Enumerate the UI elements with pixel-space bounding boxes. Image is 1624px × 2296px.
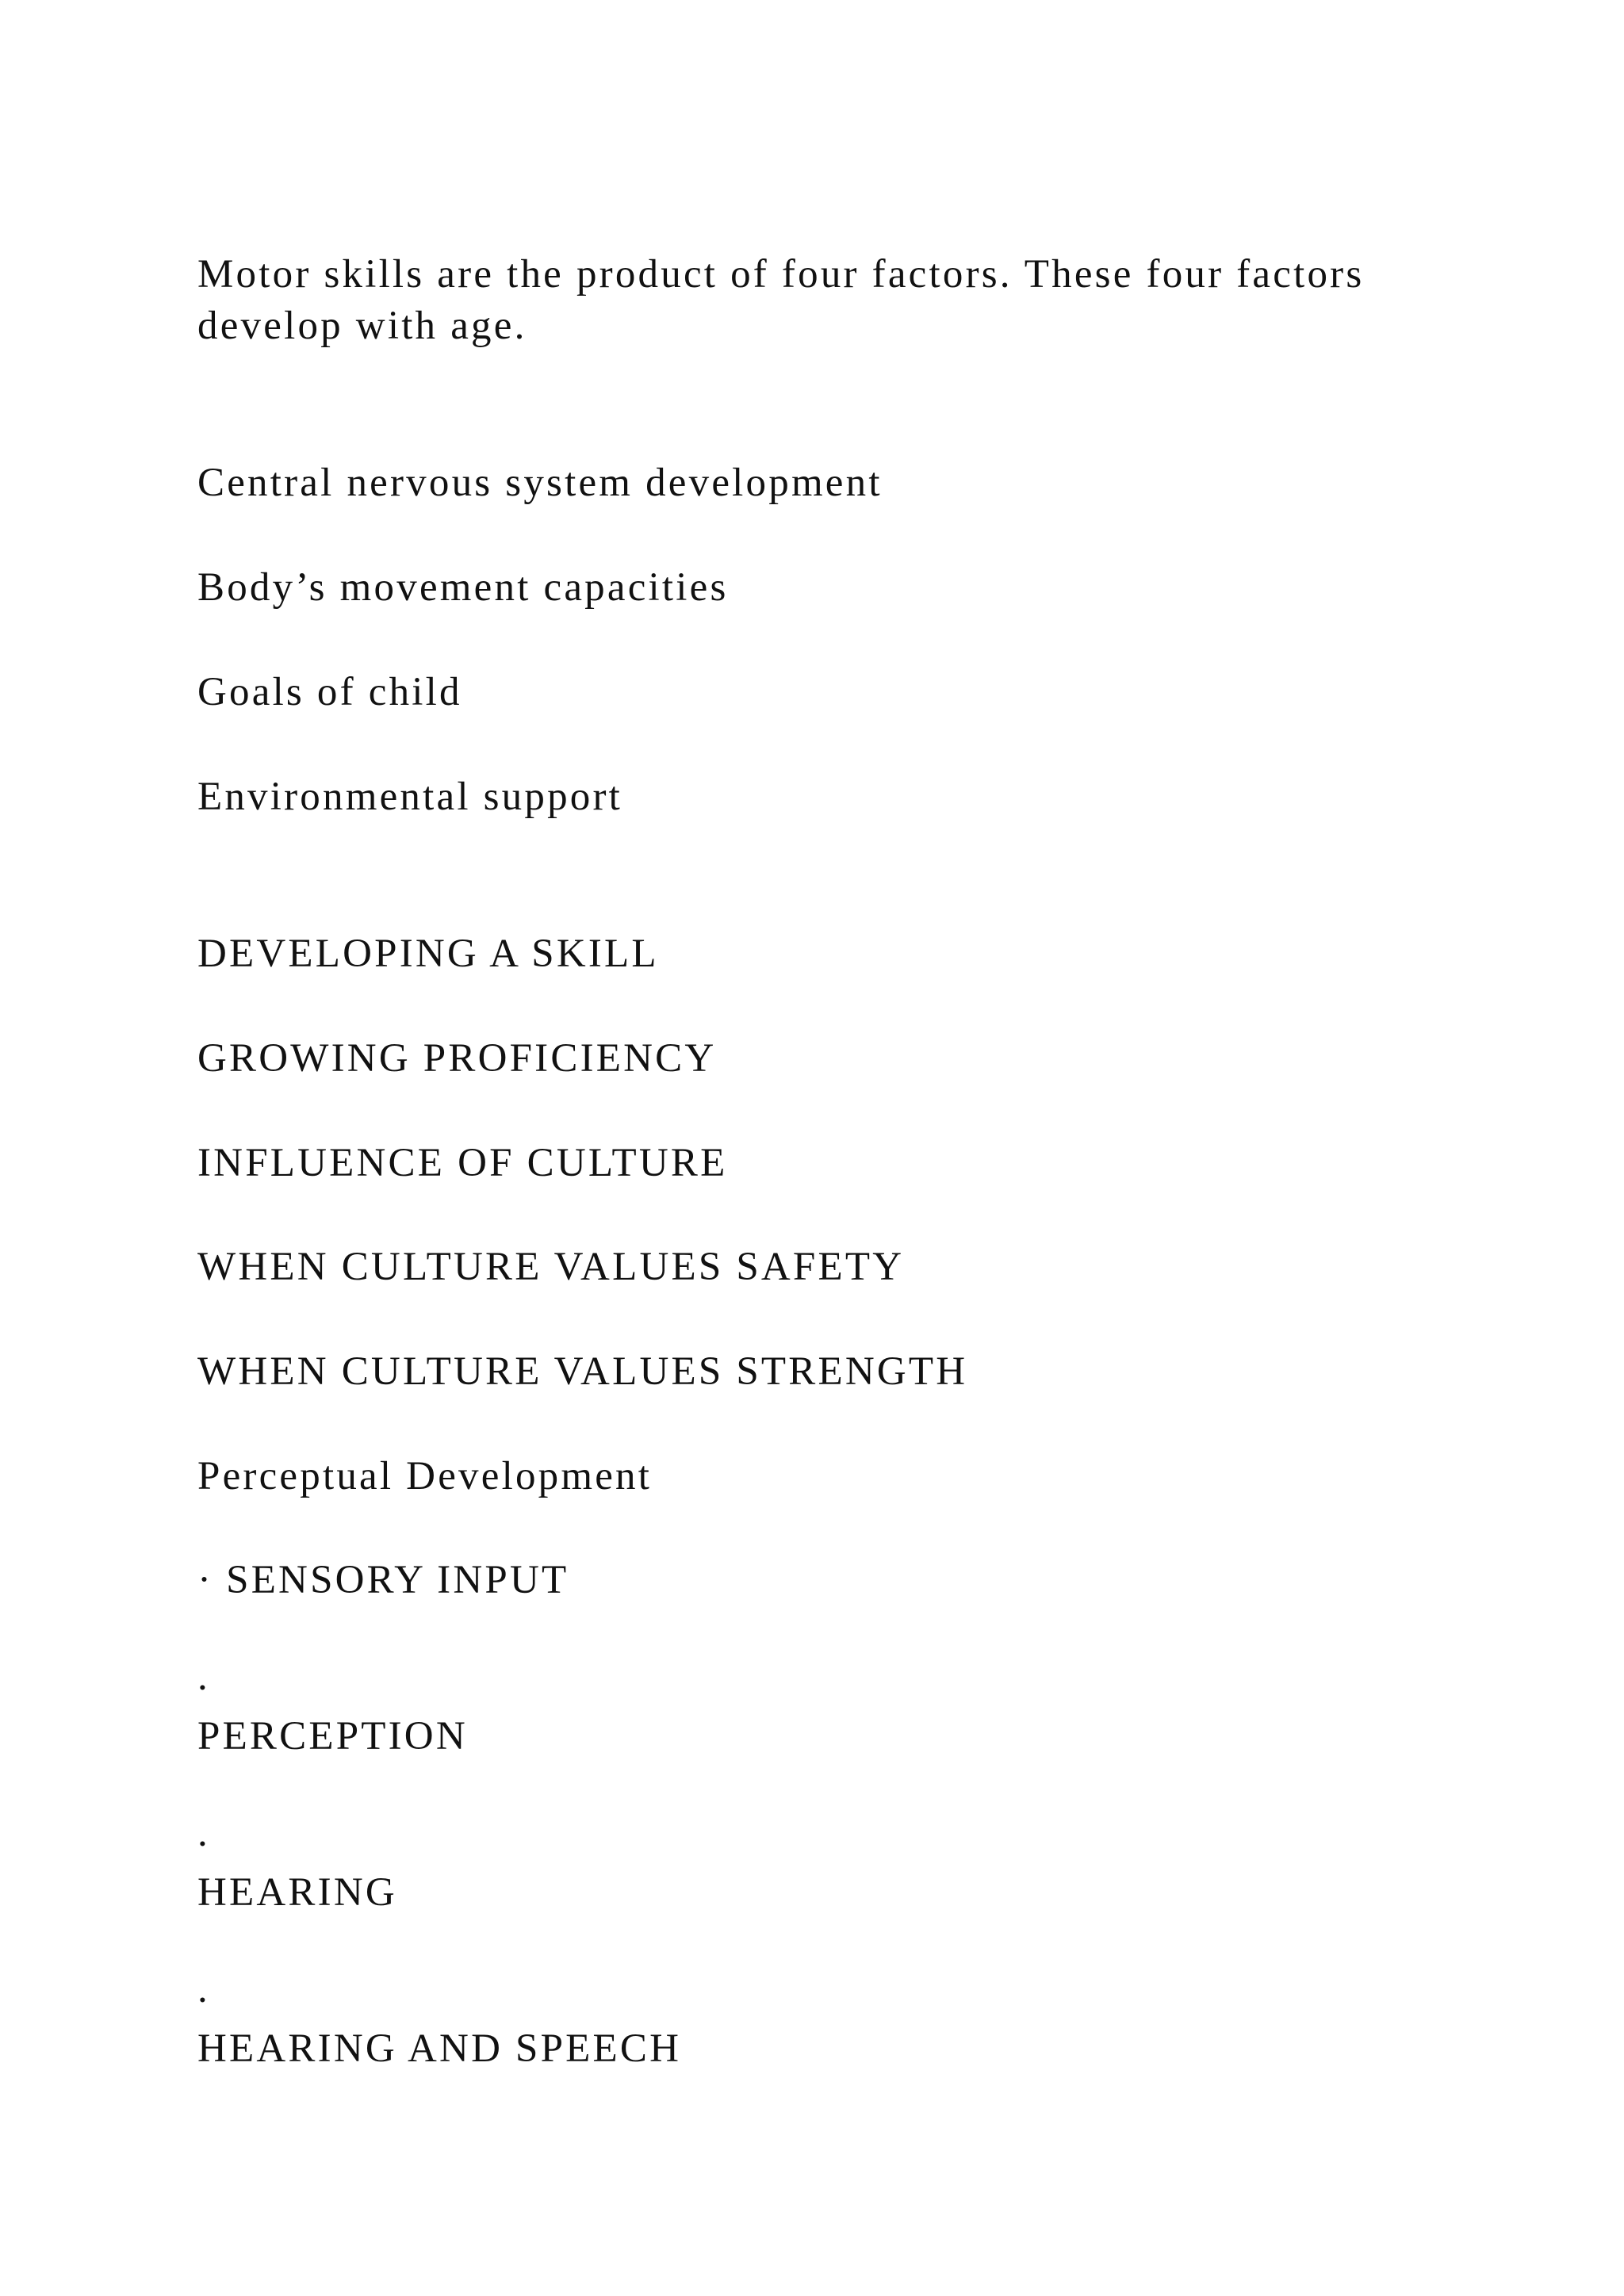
factor-item: Goals of child: [197, 670, 462, 714]
bullet-item: PERCEPTION: [197, 1714, 468, 1758]
section-heading: GROWING PROFICIENCY: [197, 1036, 717, 1081]
factor-item: Central nervous system development: [197, 461, 883, 505]
perceptual-title: Perceptual Development: [197, 1454, 653, 1498]
section-heading: WHEN CULTURE VALUES STRENGTH: [197, 1349, 968, 1394]
sensory-input-bullet: · SENSORY INPUT: [197, 1558, 569, 1602]
bullet-marker: .: [197, 1967, 208, 2011]
section-heading: WHEN CULTURE VALUES SAFETY: [197, 1245, 905, 1289]
bullet-item: HEARING AND SPEECH: [197, 2026, 682, 2071]
bullet-item: HEARING: [197, 1870, 397, 1915]
factor-item: Body’s movement capacities: [197, 565, 729, 610]
intro-line-1: Motor skills are the product of four factors. These four factors: [197, 252, 1365, 297]
section-heading: DEVELOPING A SKILL: [197, 932, 659, 976]
section-heading: INFLUENCE OF CULTURE: [197, 1141, 728, 1185]
bullet-marker: .: [197, 1655, 208, 1699]
factor-item: Environmental support: [197, 775, 623, 819]
intro-line-2: develop with age.: [197, 304, 527, 348]
bullet-marker: .: [197, 1811, 208, 1855]
